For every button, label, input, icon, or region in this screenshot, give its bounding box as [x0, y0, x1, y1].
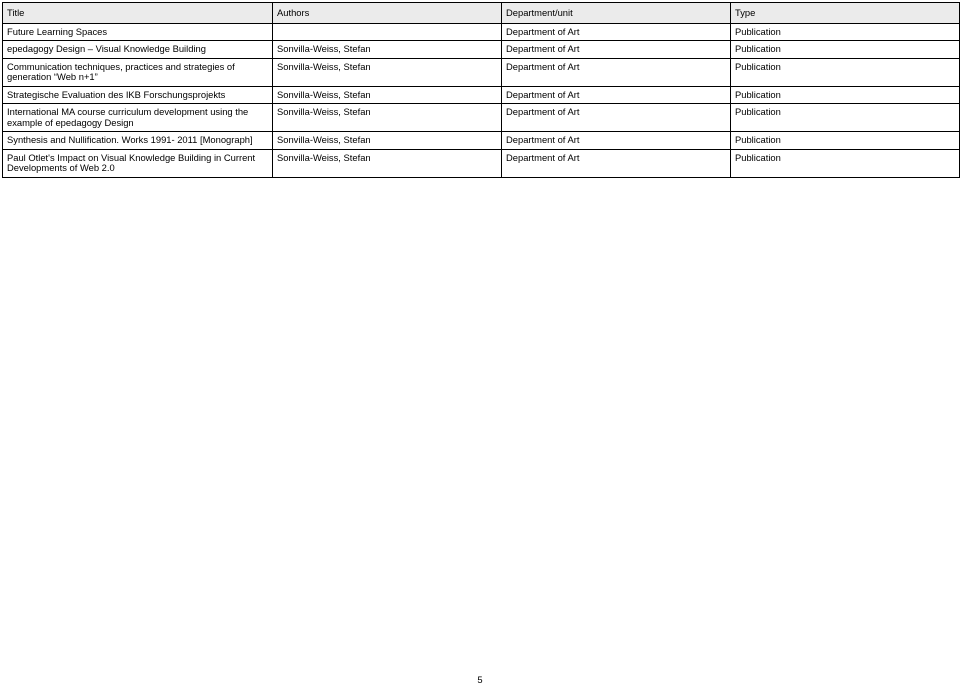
cell-title: Strategische Evaluation des IKB Forschungsprojekts [3, 86, 273, 104]
cell-type: Publication [731, 104, 960, 132]
cell-type: Publication [731, 58, 960, 86]
cell-type: Publication [731, 132, 960, 150]
table-row [3, 104, 960, 132]
cell-title: Communication techniques, practices and strategies of generation “Web n+1” [3, 58, 273, 86]
table-body [3, 23, 960, 177]
cell-authors: Sonvilla-Weiss, Stefan [273, 58, 502, 86]
header-department: Department/unit [502, 3, 731, 24]
cell-type: Publication [731, 149, 960, 177]
cell-department: Department of Art [502, 58, 731, 86]
cell-department: Department of Art [502, 132, 731, 150]
header-row [3, 3, 960, 24]
cell-department: Department of Art [502, 104, 731, 132]
cell-department: Department of Art [502, 41, 731, 59]
header-type: Type [731, 3, 960, 24]
table-row [3, 58, 960, 86]
table-header [3, 3, 960, 24]
cell-authors: Sonvilla-Weiss, Stefan [273, 86, 502, 104]
cell-title: Paul Otlet's Impact on Visual Knowledge Building in Current Developments of Web 2.0 [3, 149, 273, 177]
page-number: 5 [477, 674, 483, 685]
cell-title: Future Learning Spaces [3, 23, 273, 41]
cell-department: Department of Art [502, 23, 731, 41]
table-row [3, 86, 960, 104]
table-row [3, 23, 960, 41]
cell-authors: Sonvilla-Weiss, Stefan [273, 104, 502, 132]
cell-authors [273, 23, 502, 41]
cell-title: epedagogy Design – Visual Knowledge Building [3, 41, 273, 59]
header-authors: Authors [273, 3, 502, 24]
cell-title: International MA course curriculum development using the example of epedagogy Design [3, 104, 273, 132]
cell-department: Department of Art [502, 149, 731, 177]
cell-type: Publication [731, 86, 960, 104]
publications-table [2, 2, 960, 178]
table-row [3, 132, 960, 150]
header-title: Title [3, 3, 273, 24]
cell-authors: Sonvilla-Weiss, Stefan [273, 132, 502, 150]
cell-authors: Sonvilla-Weiss, Stefan [273, 41, 502, 59]
cell-type: Publication [731, 23, 960, 41]
table-row [3, 149, 960, 177]
cell-department: Department of Art [502, 86, 731, 104]
table-row [3, 41, 960, 59]
cell-title: Synthesis and Nullification. Works 1991- 2011 [Monograph] [3, 132, 273, 150]
cell-type: Publication [731, 41, 960, 59]
cell-authors: Sonvilla-Weiss, Stefan [273, 149, 502, 177]
